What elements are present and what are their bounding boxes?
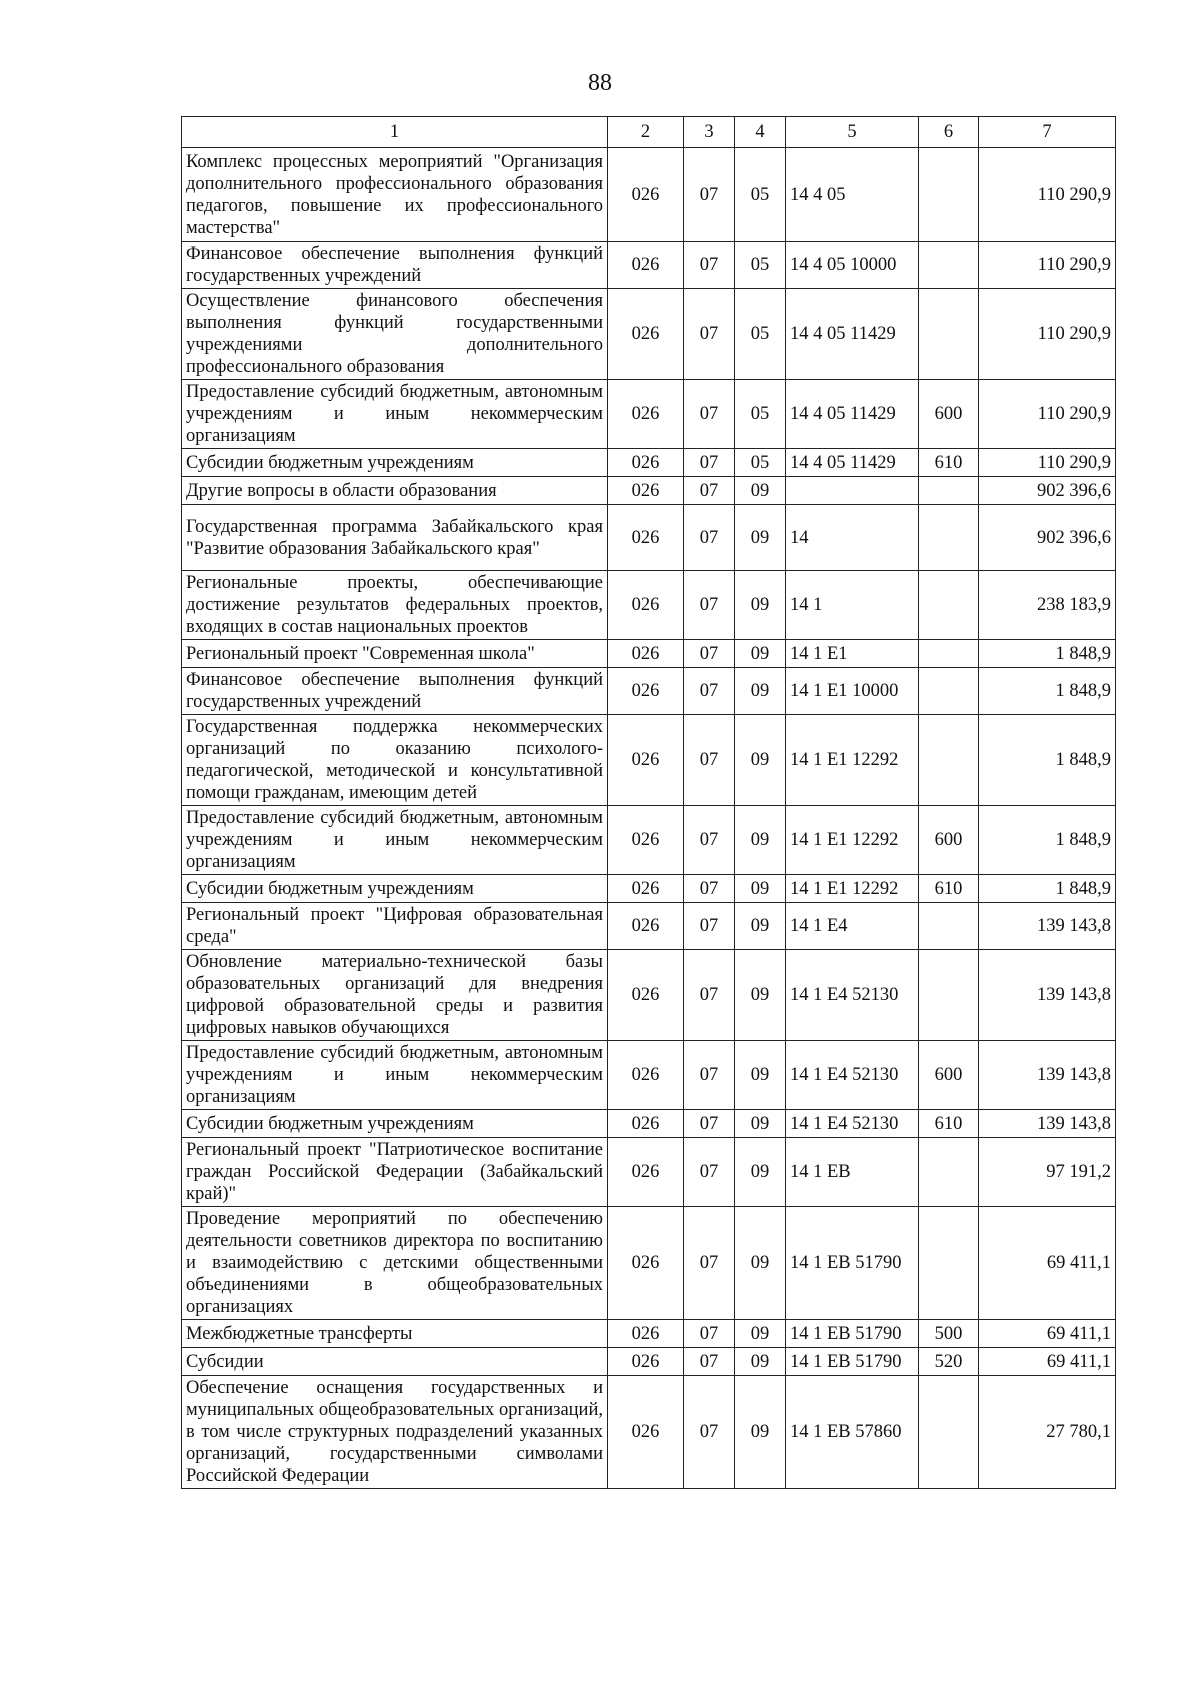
section-code-cell: 07 <box>684 571 735 640</box>
expense-type-cell <box>919 571 979 640</box>
amount-cell: 902 396,6 <box>979 505 1116 571</box>
amount-cell: 1 848,9 <box>979 668 1116 715</box>
expense-type-cell <box>919 950 979 1041</box>
row-name-cell: Государственная программа Забайкальского края "Развитие образования Забайкальского края" <box>182 505 608 571</box>
table-row <box>182 1110 1116 1138</box>
expense-type-cell: 600 <box>919 1041 979 1110</box>
ministry-code-cell: 026 <box>608 806 684 875</box>
row-name-cell: Субсидии бюджетным учреждениям <box>182 875 608 903</box>
section-code-cell: 07 <box>684 449 735 477</box>
row-name-cell: Государственная поддержка некоммерческих организаций по оказанию психолого-педагогической, методической и консультативной помощи гражданам, имеющим детей <box>182 715 608 806</box>
subsection-code-cell: 09 <box>735 1320 786 1348</box>
ministry-code-cell: 026 <box>608 1376 684 1489</box>
subsection-code-cell: 09 <box>735 715 786 806</box>
header-cell: 7 <box>979 117 1116 148</box>
amount-cell: 1 848,9 <box>979 875 1116 903</box>
table-row <box>182 289 1116 380</box>
target-article-cell: 14 1 E1 12292 <box>786 806 919 875</box>
subsection-code-cell: 09 <box>735 640 786 668</box>
row-name-cell: Комплекс процессных мероприятий "Организация дополнительного профессионального образования педагогов, повышение их профессионального мастерства" <box>182 148 608 242</box>
subsection-code-cell: 09 <box>735 875 786 903</box>
subsection-code-cell: 09 <box>735 477 786 505</box>
subsection-code-cell: 09 <box>735 1138 786 1207</box>
amount-cell: 110 290,9 <box>979 449 1116 477</box>
table-row <box>182 505 1116 571</box>
header-cell: 6 <box>919 117 979 148</box>
amount-cell: 139 143,8 <box>979 1041 1116 1110</box>
table-row <box>182 242 1116 289</box>
table-row <box>182 875 1116 903</box>
section-code-cell: 07 <box>684 477 735 505</box>
subsection-code-cell: 05 <box>735 242 786 289</box>
table-row <box>182 640 1116 668</box>
row-name-cell: Межбюджетные трансферты <box>182 1320 608 1348</box>
amount-cell: 69 411,1 <box>979 1348 1116 1376</box>
section-code-cell: 07 <box>684 1320 735 1348</box>
section-code-cell: 07 <box>684 1110 735 1138</box>
table-row <box>182 148 1116 242</box>
target-article-cell: 14 1 E4 52130 <box>786 1041 919 1110</box>
section-code-cell: 07 <box>684 950 735 1041</box>
table-row <box>182 950 1116 1041</box>
section-code-cell: 07 <box>684 1041 735 1110</box>
ministry-code-cell: 026 <box>608 1041 684 1110</box>
ministry-code-cell: 026 <box>608 289 684 380</box>
target-article-cell: 14 1 E4 <box>786 903 919 950</box>
expense-type-cell: 610 <box>919 1110 979 1138</box>
table-row <box>182 806 1116 875</box>
amount-cell: 110 290,9 <box>979 380 1116 449</box>
target-article-cell: 14 1 E1 <box>786 640 919 668</box>
expense-type-cell: 610 <box>919 875 979 903</box>
row-name-cell: Другие вопросы в области образования <box>182 477 608 505</box>
expense-type-cell <box>919 668 979 715</box>
header-cell: 2 <box>608 117 684 148</box>
target-article-cell: 14 1 EB 51790 <box>786 1207 919 1320</box>
ministry-code-cell: 026 <box>608 1110 684 1138</box>
expense-type-cell: 500 <box>919 1320 979 1348</box>
target-article-cell: 14 4 05 10000 <box>786 242 919 289</box>
target-article-cell: 14 1 EB 57860 <box>786 1376 919 1489</box>
target-article-cell <box>786 477 919 505</box>
expense-type-cell <box>919 242 979 289</box>
section-code-cell: 07 <box>684 875 735 903</box>
subsection-code-cell: 09 <box>735 950 786 1041</box>
ministry-code-cell: 026 <box>608 380 684 449</box>
amount-cell: 139 143,8 <box>979 903 1116 950</box>
target-article-cell: 14 1 EB <box>786 1138 919 1207</box>
amount-cell: 1 848,9 <box>979 640 1116 668</box>
row-name-cell: Субсидии бюджетным учреждениям <box>182 1110 608 1138</box>
target-article-cell: 14 1 <box>786 571 919 640</box>
target-article-cell: 14 1 E1 10000 <box>786 668 919 715</box>
table-row <box>182 1207 1116 1320</box>
row-name-cell: Региональный проект "Цифровая образовательная среда" <box>182 903 608 950</box>
section-code-cell: 07 <box>684 289 735 380</box>
expense-type-cell <box>919 715 979 806</box>
subsection-code-cell: 09 <box>735 668 786 715</box>
expense-type-cell <box>919 640 979 668</box>
amount-cell: 139 143,8 <box>979 1110 1116 1138</box>
row-name-cell: Предоставление субсидий бюджетным, автономным учреждениям и иным некоммерческим организациям <box>182 806 608 875</box>
ministry-code-cell: 026 <box>608 875 684 903</box>
section-code-cell: 07 <box>684 1207 735 1320</box>
target-article-cell: 14 1 E4 52130 <box>786 950 919 1041</box>
expense-type-cell: 610 <box>919 449 979 477</box>
expense-type-cell <box>919 148 979 242</box>
table-row <box>182 1376 1116 1489</box>
table-row <box>182 1320 1116 1348</box>
expense-type-cell: 520 <box>919 1348 979 1376</box>
expense-type-cell <box>919 289 979 380</box>
table-row <box>182 715 1116 806</box>
target-article-cell: 14 4 05 11429 <box>786 449 919 477</box>
row-name-cell: Предоставление субсидий бюджетным, автономным учреждениям и иным некоммерческим организациям <box>182 1041 608 1110</box>
subsection-code-cell: 05 <box>735 380 786 449</box>
target-article-cell: 14 1 EB 51790 <box>786 1320 919 1348</box>
header-cell: 3 <box>684 117 735 148</box>
section-code-cell: 07 <box>684 505 735 571</box>
amount-cell: 27 780,1 <box>979 1376 1116 1489</box>
ministry-code-cell: 026 <box>608 668 684 715</box>
ministry-code-cell: 026 <box>608 1138 684 1207</box>
amount-cell: 110 290,9 <box>979 242 1116 289</box>
ministry-code-cell: 026 <box>608 715 684 806</box>
ministry-code-cell: 026 <box>608 505 684 571</box>
subsection-code-cell: 09 <box>735 1207 786 1320</box>
amount-cell: 69 411,1 <box>979 1320 1116 1348</box>
header-row <box>182 117 1116 148</box>
amount-cell: 69 411,1 <box>979 1207 1116 1320</box>
ministry-code-cell: 026 <box>608 950 684 1041</box>
section-code-cell: 07 <box>684 148 735 242</box>
expense-type-cell <box>919 1138 979 1207</box>
row-name-cell: Обновление материально-технической базы образовательных организаций для внедрения цифровой образовательной среды и развития цифровых навыков обучающихся <box>182 950 608 1041</box>
amount-cell: 110 290,9 <box>979 289 1116 380</box>
ministry-code-cell: 026 <box>608 1207 684 1320</box>
ministry-code-cell: 026 <box>608 1348 684 1376</box>
table-row <box>182 903 1116 950</box>
expense-type-cell <box>919 903 979 950</box>
ministry-code-cell: 026 <box>608 477 684 505</box>
section-code-cell: 07 <box>684 1348 735 1376</box>
page-number: 88 <box>588 70 612 96</box>
subsection-code-cell: 09 <box>735 806 786 875</box>
amount-cell: 97 191,2 <box>979 1138 1116 1207</box>
target-article-cell: 14 1 E1 12292 <box>786 715 919 806</box>
row-name-cell: Предоставление субсидий бюджетным, автономным учреждениям и иным некоммерческим организациям <box>182 380 608 449</box>
target-article-cell: 14 4 05 11429 <box>786 380 919 449</box>
row-name-cell: Региональный проект "Патриотическое воспитание граждан Российской Федерации (Забайкальский край)" <box>182 1138 608 1207</box>
subsection-code-cell: 05 <box>735 289 786 380</box>
ministry-code-cell: 026 <box>608 1320 684 1348</box>
expense-type-cell: 600 <box>919 806 979 875</box>
section-code-cell: 07 <box>684 242 735 289</box>
section-code-cell: 07 <box>684 715 735 806</box>
subsection-code-cell: 09 <box>735 571 786 640</box>
row-name-cell: Субсидии <box>182 1348 608 1376</box>
ministry-code-cell: 026 <box>608 571 684 640</box>
amount-cell: 1 848,9 <box>979 806 1116 875</box>
ministry-code-cell: 026 <box>608 640 684 668</box>
header-cell: 1 <box>182 117 608 148</box>
section-code-cell: 07 <box>684 806 735 875</box>
table-row <box>182 477 1116 505</box>
subsection-code-cell: 09 <box>735 1376 786 1489</box>
subsection-code-cell: 05 <box>735 449 786 477</box>
subsection-code-cell: 09 <box>735 903 786 950</box>
ministry-code-cell: 026 <box>608 449 684 477</box>
subsection-code-cell: 05 <box>735 148 786 242</box>
row-name-cell: Финансовое обеспечение выполнения функций государственных учреждений <box>182 242 608 289</box>
section-code-cell: 07 <box>684 1138 735 1207</box>
section-code-cell: 07 <box>684 640 735 668</box>
amount-cell: 902 396,6 <box>979 477 1116 505</box>
target-article-cell: 14 4 05 <box>786 148 919 242</box>
expense-type-cell: 600 <box>919 380 979 449</box>
row-name-cell: Финансовое обеспечение выполнения функций государственных учреждений <box>182 668 608 715</box>
section-code-cell: 07 <box>684 903 735 950</box>
amount-cell: 238 183,9 <box>979 571 1116 640</box>
table-row <box>182 571 1116 640</box>
budget-table <box>181 116 1116 1489</box>
row-name-cell: Субсидии бюджетным учреждениям <box>182 449 608 477</box>
table-row <box>182 1348 1116 1376</box>
expense-type-cell <box>919 1207 979 1320</box>
row-name-cell: Региональный проект "Современная школа" <box>182 640 608 668</box>
target-article-cell: 14 1 E4 52130 <box>786 1110 919 1138</box>
header-cell: 5 <box>786 117 919 148</box>
table-row <box>182 380 1116 449</box>
ministry-code-cell: 026 <box>608 242 684 289</box>
subsection-code-cell: 09 <box>735 1348 786 1376</box>
amount-cell: 1 848,9 <box>979 715 1116 806</box>
expense-type-cell <box>919 477 979 505</box>
row-name-cell: Региональные проекты, обеспечивающие достижение результатов федеральных проектов, входящих в состав национальных проектов <box>182 571 608 640</box>
row-name-cell: Обеспечение оснащения государственных и муниципальных общеобразовательных организаций, в том числе структурных подразделений указанных организаций, государственными символами Российской Федерации <box>182 1376 608 1489</box>
target-article-cell: 14 <box>786 505 919 571</box>
target-article-cell: 14 1 E1 12292 <box>786 875 919 903</box>
section-code-cell: 07 <box>684 668 735 715</box>
ministry-code-cell: 026 <box>608 148 684 242</box>
target-article-cell: 14 1 EB 51790 <box>786 1348 919 1376</box>
subsection-code-cell: 09 <box>735 505 786 571</box>
section-code-cell: 07 <box>684 1376 735 1489</box>
amount-cell: 139 143,8 <box>979 950 1116 1041</box>
table-row <box>182 1041 1116 1110</box>
header-cell: 4 <box>735 117 786 148</box>
table-row <box>182 1138 1116 1207</box>
row-name-cell: Проведение мероприятий по обеспечению деятельности советников директора по воспитанию и взаимодействию с детскими общественными объединениями в общеобразовательных организациях <box>182 1207 608 1320</box>
expense-type-cell <box>919 1376 979 1489</box>
section-code-cell: 07 <box>684 380 735 449</box>
subsection-code-cell: 09 <box>735 1110 786 1138</box>
target-article-cell: 14 4 05 11429 <box>786 289 919 380</box>
subsection-code-cell: 09 <box>735 1041 786 1110</box>
ministry-code-cell: 026 <box>608 903 684 950</box>
table-row <box>182 449 1116 477</box>
table-row <box>182 668 1116 715</box>
amount-cell: 110 290,9 <box>979 148 1116 242</box>
row-name-cell: Осуществление финансового обеспечения выполнения функций государственными учреждениями дополнительного профессионального образования <box>182 289 608 380</box>
expense-type-cell <box>919 505 979 571</box>
